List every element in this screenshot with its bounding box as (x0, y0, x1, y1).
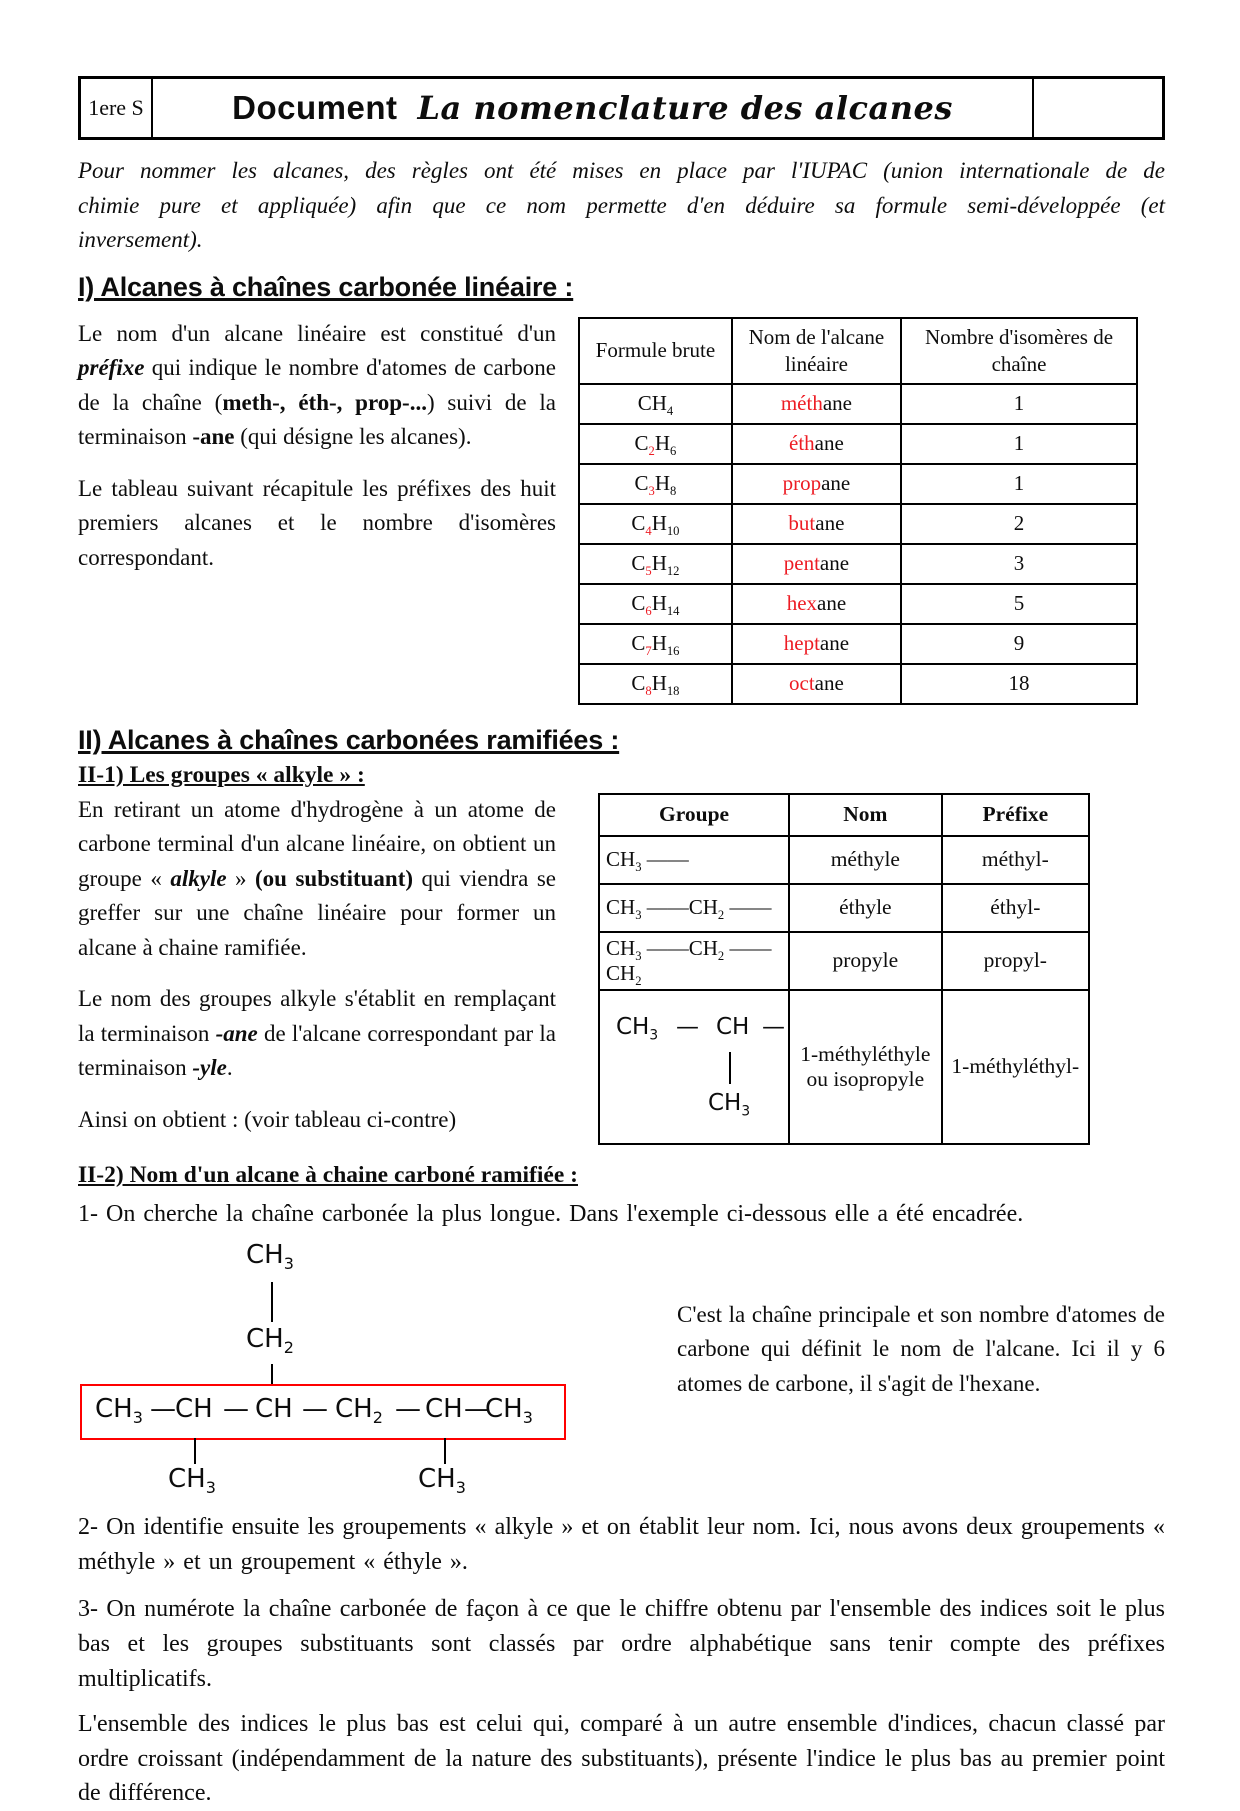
prefix-cell: éthyl- (942, 884, 1089, 932)
section-2-table-wrap (556, 793, 1165, 1145)
isomer-count-cell: 1 (901, 424, 1137, 464)
below-methyl-1: $CH_3$ (168, 1463, 216, 1497)
title-cell (153, 79, 1034, 137)
alkyle-table (598, 793, 1090, 1145)
header-empty-cell (1034, 79, 1162, 137)
section-2-paragraph-2: Le nom des groupes alkyle s'établit en remplaçant la terminaison -ane de l'alcane correspondant par la terminaison -yle. (78, 986, 556, 1080)
formula-cell: $CH_4$ (579, 384, 732, 424)
section-1-paragraph-2: Le tableau suivant récapitule les préfixes des huit premiers alcanes et le nombre d'isomères correspondant. (78, 475, 556, 570)
formula-cell: $C_7H_{16}$ (579, 624, 732, 664)
below-methyl-2: $CH_3$ (418, 1463, 466, 1497)
alkane-name-cell: méthane (732, 384, 901, 424)
table-row (579, 384, 1137, 424)
col-header-isomers: Nombre d'isomères de chaîne (901, 318, 1137, 384)
isomer-count-cell: 2 (901, 504, 1137, 544)
section-2-text (78, 793, 556, 1155)
group-name-cell: méthyle (789, 836, 942, 884)
bond-dash: — (302, 1393, 328, 1424)
table-row (579, 424, 1137, 464)
diagram-top-methyl: $CH_3$ (246, 1239, 294, 1273)
table-row (579, 664, 1137, 704)
molecule-diagram (78, 1236, 643, 1504)
section-2-heading: II) Alcanes à chaînes carbonées ramifiées : (78, 724, 620, 755)
structure-label: — (762, 1013, 785, 1040)
step-1-paragraph: 1- On cherche la chaîne carbonée la plus longue. Dans l'exemple ci-dessous elle a été encadrée. (78, 1201, 1024, 1227)
section-2-2-heading: II-2) Nom d'un alcane à chaine carboné ramifiée : (78, 1162, 578, 1188)
table-row (579, 624, 1137, 664)
group-name-cell: 1-méthyléthyle ou isopropyle (789, 990, 942, 1144)
section-2-paragraph-3: Ainsi on obtient : (voir tableau ci-contre) (78, 1106, 457, 1132)
chain-carbon-1: $CH_3$ (95, 1393, 143, 1427)
bond-dash: — (395, 1393, 421, 1424)
formula-cell: $C_4H_{10}$ (579, 504, 732, 544)
group-cell (599, 990, 789, 1144)
table-row (579, 544, 1137, 584)
page-title: La nomenclature des alcanes (417, 89, 953, 127)
table-row (579, 584, 1137, 624)
prefix-cell: 1-méthyléthyl- (942, 990, 1089, 1144)
alkane-name-cell: éthane (732, 424, 901, 464)
formula-cell: $C_6H_{14}$ (579, 584, 732, 624)
alkyle-table-body (599, 836, 1089, 1144)
alkane-name-cell: octane (732, 664, 901, 704)
chain-carbon-3: CH (255, 1393, 293, 1424)
structure-label: $CH_3$ (708, 1089, 751, 1120)
alkyle-table-header-row (599, 794, 1089, 836)
step-3-paragraph: 3- On numérote la chaîne carbonée de façon à ce que le chiffre obtenu par l'ensemble des indices soit le plus bas et les groupes substituants sont classés par ordre alphabétique sans tenir compte des préfixes multiplicatifs. (78, 1596, 1165, 1692)
alkanes-table-body (579, 384, 1137, 704)
structure-label: — (676, 1013, 699, 1040)
section-2-paragraph-1: En retirant un atome d'hydrogène à un atome de carbone terminal d'un alcane linéaire, on obtient un groupe « alkyle » (ou substituant) qui viendra se greffer sur une chaîne linéaire pour former un alcane à chaine ramifiée. (78, 796, 557, 960)
table-row (599, 884, 1089, 932)
alkane-name-cell: butane (732, 504, 901, 544)
bond-vertical (444, 1438, 446, 1464)
isomer-count-cell: 3 (901, 544, 1137, 584)
alkane-name-cell: propane (732, 464, 901, 504)
group-cell: $CH_3$ $——CH_2$ $——CH_2$ (599, 932, 789, 990)
section-1-table-wrap (556, 317, 1165, 705)
header-bar (78, 76, 1165, 140)
table-row (599, 836, 1089, 884)
col-header-nom: Nom (789, 794, 942, 836)
bond-dash: — (150, 1393, 176, 1424)
col-header-formula: Formule brute (579, 318, 732, 384)
doc-label: Document (232, 89, 398, 126)
chain-carbon-2: CH (175, 1393, 213, 1424)
diagram-row (78, 1236, 1165, 1504)
section-1-body (78, 317, 1165, 705)
table-row (579, 464, 1137, 504)
structure-label: CH (716, 1013, 750, 1040)
section-1-paragraph-1: Le nom d'un alcane linéaire est constitué d'un préfixe qui indique le nombre d'atomes de carbone de la chaîne (meth-, éth-, prop-...) suivi de la terminaison -ane (qui désigne les alcanes). (78, 320, 556, 449)
class-label: 1ere S (81, 79, 153, 137)
diagram-ethyl-ch2: $CH_2$ (246, 1323, 294, 1357)
section-1-heading: I) Alcanes à chaînes carbonée linéaire : (78, 271, 574, 302)
bond-vertical (729, 1052, 731, 1084)
group-cell: $CH_3$ $——CH_2$ —— (599, 884, 789, 932)
structure-label: $CH_3$ (616, 1013, 659, 1044)
bond-vertical (194, 1438, 196, 1464)
alkane-name-cell: pentane (732, 544, 901, 584)
alkane-name-cell: heptane (732, 624, 901, 664)
isopropyl-structure (606, 994, 785, 1140)
bond-vertical (271, 1282, 273, 1322)
section-2-1-heading: II-1) Les groupes « alkyle » : (78, 761, 365, 788)
isomer-count-cell: 5 (901, 584, 1137, 624)
alkanes-table-header-row (579, 318, 1137, 384)
chain-carbon-5: CH (425, 1393, 463, 1424)
formula-cell: $C_8H_{18}$ (579, 664, 732, 704)
formula-cell: $C_3H_8$ (579, 464, 732, 504)
chain-carbon-6: $CH_3$ (485, 1393, 533, 1427)
step-4-paragraph: L'ensemble des indices le plus bas est celui qui, comparé à un autre ensemble d'indices, chacun classé par ordre croissant (indépendamment de la nature des substituants), présente l'indice le plus bas au premier point de différence. (78, 1710, 1165, 1807)
chain-carbon-4: $CH_2$ (335, 1393, 383, 1427)
isomer-count-cell: 1 (901, 464, 1137, 504)
bond-vertical (271, 1364, 273, 1384)
bond-dash: — (464, 1393, 490, 1424)
isomer-count-cell: 9 (901, 624, 1137, 664)
intro-paragraph: Pour nommer les alcanes, des règles ont été mises en place par l'IUPAC (union internationale de de chimie pure et appliquée) afin que ce nom permette d'en déduire sa formule semi-développée (et inversement). (78, 158, 1165, 252)
isomer-count-cell: 18 (901, 664, 1137, 704)
col-header-prefixe: Préfixe (942, 794, 1089, 836)
alkane-name-cell: hexane (732, 584, 901, 624)
col-header-groupe: Groupe (599, 794, 789, 836)
group-name-cell: éthyle (789, 884, 942, 932)
group-name-cell: propyle (789, 932, 942, 990)
table-row (599, 990, 1089, 1144)
formula-cell: $C_2H_6$ (579, 424, 732, 464)
isomer-count-cell: 1 (901, 384, 1137, 424)
formula-cell: $C_5H_{12}$ (579, 544, 732, 584)
diagram-side-text: C'est la chaîne principale et son nombre d'atomes de carbone qui définit le nom de l'alcane. Ici il y 6 atomes de carbone, il s'agit de l'hexane. (677, 1301, 1165, 1396)
table-row (599, 932, 1089, 990)
bond-dash: — (223, 1393, 249, 1424)
section-1-text (78, 317, 556, 593)
section-2-body (78, 793, 1165, 1155)
table-row (579, 504, 1137, 544)
prefix-cell: méthyl- (942, 836, 1089, 884)
prefix-cell: propyl- (942, 932, 1089, 990)
alkanes-table (578, 317, 1138, 705)
step-2-paragraph: 2- On identifie ensuite les groupements « alkyle » et on établit leur nom. Ici, nous avons deux groupements « méthyle » et un groupement « éthyle ». (78, 1513, 1165, 1575)
col-header-name: Nom de l'alcane linéaire (732, 318, 901, 384)
group-cell: $CH_3$ —— (599, 836, 789, 884)
